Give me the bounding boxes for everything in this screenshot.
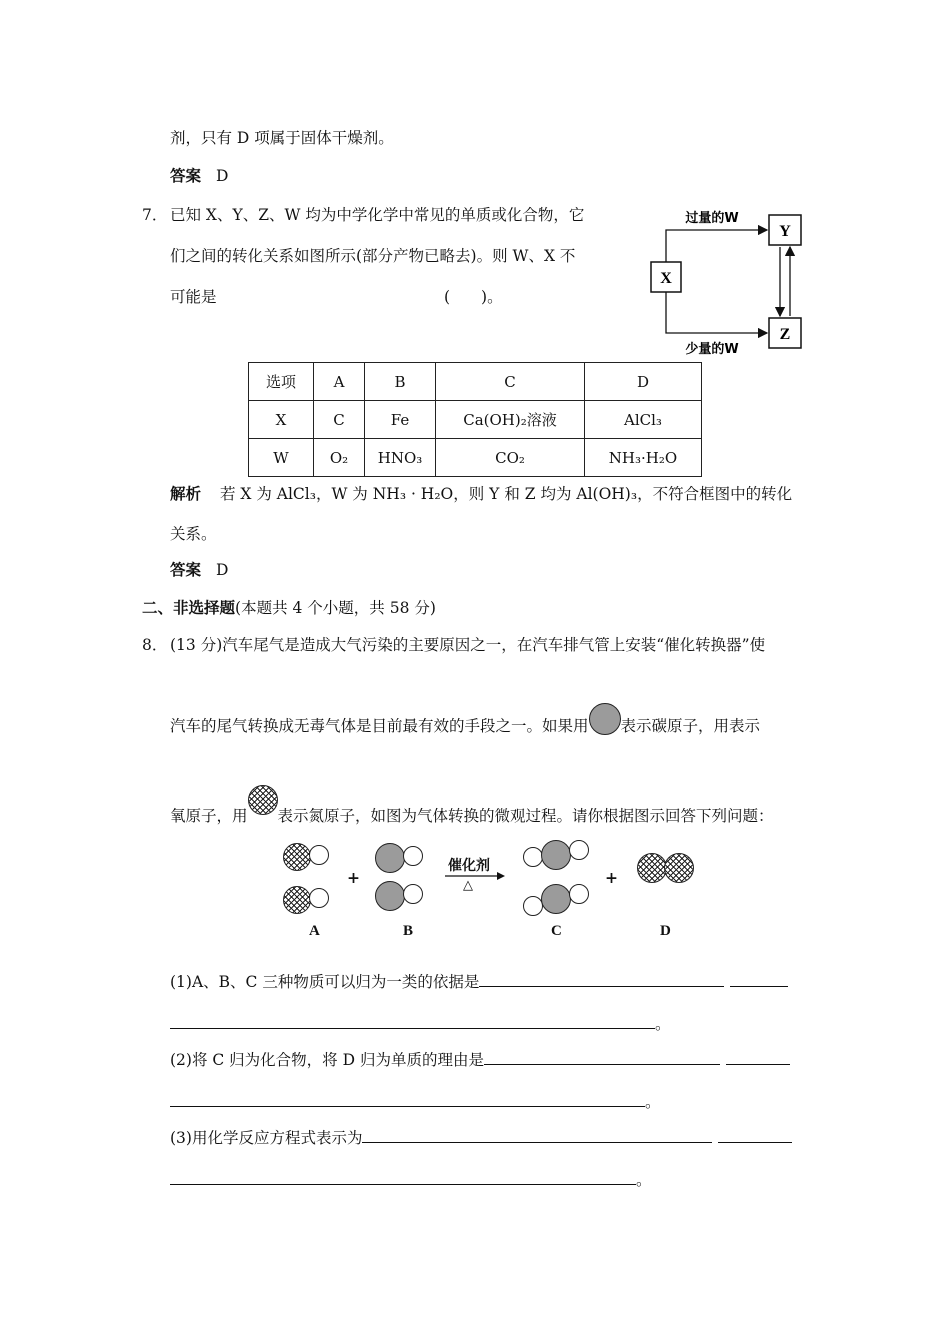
answer-blank[interactable] [718, 1128, 792, 1143]
table-row [249, 363, 702, 401]
box-z-label: Z [779, 326, 791, 343]
answer-label: 答案 [170, 561, 202, 579]
table-cell: AlCl₃ [585, 401, 702, 439]
q7-analysis [170, 482, 792, 504]
nitrogen-atom [664, 853, 694, 883]
little-w-label: 少量的W [685, 342, 739, 357]
q8-sub1-cont [170, 1012, 671, 1034]
box-y-label: Y [779, 223, 791, 240]
q8-sub2 [170, 1048, 790, 1070]
arrow-x-to-y [666, 230, 767, 262]
end-mark: 。 [655, 1015, 671, 1033]
answer-blank[interactable] [726, 1050, 790, 1065]
table-cell: X [249, 401, 314, 439]
options-table [248, 362, 702, 477]
molecule-label-c: C [551, 923, 562, 939]
q7-number: 7． [142, 206, 168, 224]
q8-sub3-text: (3)用化学反应方程式表示为 [170, 1129, 363, 1147]
plus-sign: + [347, 868, 360, 887]
arrow-x-to-z [666, 292, 767, 333]
table-row [249, 439, 702, 477]
answer-value: D [215, 561, 229, 579]
carbon-atom [375, 881, 405, 911]
section2-heading [142, 596, 436, 618]
q8-sub2-cont [170, 1090, 661, 1112]
table-cell: NH₃·H₂O [585, 439, 702, 477]
carbon-atom [375, 843, 405, 873]
section2-note: (本题共 4 个小题，共 58 分) [235, 599, 436, 617]
prev-answer-row [170, 164, 228, 186]
nitrogen-atom [283, 843, 311, 871]
nitrogen-atom [283, 886, 311, 914]
catalyst-label: 催化剂 [448, 858, 490, 874]
analysis-text: 若 X 为 AlCl₃，W 为 NH₃ · H₂O，则 Y 和 Z 均为 Al(OH)₃，不符合框图中的转化 [219, 485, 793, 503]
answer-blank[interactable] [484, 1050, 720, 1065]
analysis-label: 解析 [170, 485, 202, 503]
carbon-atom [541, 884, 571, 914]
q8-sub1 [170, 970, 788, 992]
nitrogen-atom-icon [248, 785, 278, 815]
answer-blank[interactable] [479, 972, 724, 987]
q8-number: 8． [142, 636, 168, 654]
q8-sub3 [170, 1126, 792, 1148]
oxygen-atom [403, 884, 423, 904]
reaction-arrow [445, 871, 505, 881]
q8-line1: (13 分)汽车尾气是造成大气污染的主要原因之一，在汽车排气管上安装“催化转换器”使 [170, 636, 766, 654]
table-cell: CO₂ [436, 439, 585, 477]
prev-answer-text: 剂，只有 D 项属于固体干燥剂。 [170, 129, 394, 147]
q7-paren: ( )。 [444, 288, 503, 306]
oxygen-atom [523, 896, 543, 916]
table-cell: O₂ [314, 439, 365, 477]
q8-sub3-cont [170, 1168, 652, 1190]
molecule-label-a: A [309, 923, 320, 939]
table-cell: C [314, 401, 365, 439]
heat-symbol: △ [463, 878, 473, 893]
q8-line2 [170, 703, 760, 736]
q8-line2-a: 汽车的尾气转换成无毒气体是目前最有效的手段之一。如果用 [170, 717, 589, 735]
answer-blank[interactable] [730, 972, 788, 987]
q8-line2-b: 表示碳原子，用表示 [620, 717, 761, 735]
table-cell: D [585, 363, 702, 401]
nitrogen-atom [637, 853, 667, 883]
table-cell: W [249, 439, 314, 477]
q8-line3-b: 表示氮原子，如图为气体转换的微观过程。请你根据图示回答下列问题： [277, 807, 774, 825]
table-cell: A [314, 363, 365, 401]
oxygen-atom [403, 846, 423, 866]
table-cell: B [365, 363, 436, 401]
answer-blank[interactable] [170, 1170, 636, 1185]
table-cell: HNO₃ [365, 439, 436, 477]
plus-sign: + [605, 868, 618, 887]
q8-sub1-text: (1)A、B、C 三种物质可以归为一类的依据是 [170, 973, 480, 991]
end-mark: 。 [645, 1093, 661, 1111]
q8-sub2-text: (2)将 C 归为化合物，将 D 归为单质的理由是 [170, 1051, 484, 1069]
section2-title: 二、非选择题 [142, 599, 236, 617]
carbon-atom [541, 840, 571, 870]
molecule-label-d: D [660, 923, 671, 939]
end-mark: 。 [636, 1171, 652, 1189]
answer-blank[interactable] [170, 1092, 645, 1107]
table-cell: Ca(OH)₂溶液 [436, 401, 585, 439]
answer-value: D [215, 167, 229, 185]
box-x-label: X [660, 270, 672, 287]
q7-line1: 已知 X、Y、Z、W 均为中学化学中常见的单质或化合物，它 [170, 206, 585, 224]
oxygen-atom [309, 845, 329, 865]
table-cell: C [436, 363, 585, 401]
q7-line3: 可能是 [170, 288, 217, 306]
oxygen-atom [569, 884, 589, 904]
table-row [249, 401, 702, 439]
q7-analysis-line2: 关系。 [170, 525, 217, 543]
table-cell: 选项 [249, 363, 314, 401]
oxygen-atom [569, 840, 589, 860]
q8-line3-a: 氧原子，用 [170, 807, 248, 825]
answer-blank[interactable] [170, 1014, 655, 1029]
carbon-atom-icon [589, 703, 621, 735]
answer-label: 答案 [170, 167, 202, 185]
molecule-label-b: B [403, 923, 414, 939]
oxygen-atom [309, 888, 329, 908]
q7-line2: 们之间的转化关系如图所示(部分产物已略去)。则 W、X 不 [170, 247, 576, 265]
table-cell: Fe [365, 401, 436, 439]
conversion-diagram [640, 200, 815, 360]
q7-answer-row [170, 558, 228, 580]
excess-w-label: 过量的W [685, 211, 739, 226]
answer-blank[interactable] [362, 1128, 712, 1143]
q8-line3 [170, 785, 774, 826]
oxygen-atom [523, 847, 543, 867]
